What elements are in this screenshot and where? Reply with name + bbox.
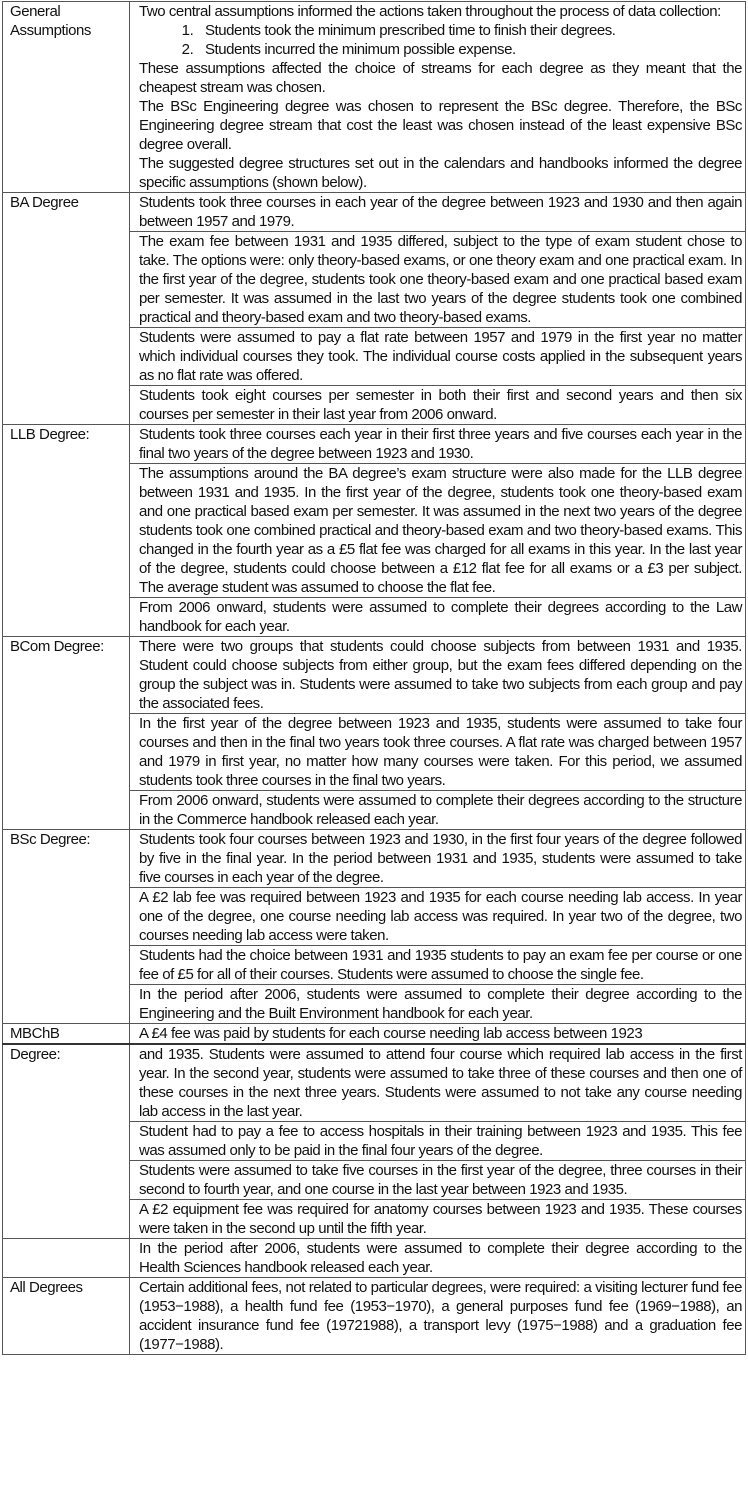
cell: Certain additional fees, not related to particular degrees, were required: a visiting lecturer fund fee (1953−1988), a health fund fee (1953−1970), a general purposes fund fee (1969−1988), an accident insurance fund fee (19721988), a transport levy (1975−1988) and a graduation fee (1977−1988). — [130, 1278, 746, 1355]
cell: Students were assumed to pay a flat rate between 1957 and 1979 in the first year no matter which individual courses they took. The individual course costs applied in the subsequent years as no flat rate was offered. — [130, 328, 746, 386]
row-label: General Assumptions — [3, 2, 130, 193]
row-label: BSc Degree: — [3, 830, 130, 1024]
cell: Students had the choice between 1931 and 1935 students to pay an exam fee per course or one fee of £5 for all of their courses. Students were assumed to choose the single fee. — [130, 946, 746, 985]
row-label: BCom Degree: — [3, 637, 130, 830]
cell: A £2 equipment fee was required for anatomy courses between 1923 and 1935. These courses were taken in the second up until the fifth year. — [130, 1200, 746, 1239]
row-label: MBChB — [3, 1024, 130, 1045]
intro: Two central assumptions informed the actions taken throughout the process of data collection: — [139, 3, 721, 20]
row-label: BA Degree — [3, 193, 130, 425]
list-item: 1. Students took the minimum prescribed time to finish their degrees. — [197, 21, 742, 40]
cell: Student had to pay a fee to access hospitals in their training between 1923 and 1935. This fee was assumed only to be paid in the final four years of the degree. — [130, 1122, 746, 1161]
cell: Students took three courses in each year of the degree between 1923 and 1930 and then again between 1957 and 1979. — [130, 193, 746, 232]
list-item: 2. Students incurred the minimum possible expense. — [197, 40, 742, 59]
cell: From 2006 onward, students were assumed to complete their degrees according to the Law handbook for each year. — [130, 598, 746, 637]
general-text — [130, 2, 746, 193]
cell: A £4 fee was paid by students for each course needing lab access between 1923 — [130, 1024, 746, 1045]
general-row — [3, 2, 746, 193]
paragraph: These assumptions affected the choice of streams for each degree as they meant that the cheapest stream was chosen. — [139, 60, 742, 96]
assumption-list — [139, 21, 742, 59]
row-label: All Degrees — [3, 1278, 130, 1355]
cell: Students took four courses between 1923 and 1930, in the first four years of the degree followed by five in the final year. In the period between 1931 and 1935, students were assumed to take five courses in each year of the degree. — [130, 830, 746, 888]
assumptions-table — [2, 1, 746, 1355]
cell: The assumptions around the BA degree’s exam structure were also made for the LLB degree between 1931 and 1935. In the first year of the degree, students took one theory-based exam and one practical based exam per semester. It was assumed in the next two years of the degree students took one combined practical and theory-based exam and two theory-based exams. This changed in the fourth year as a £5 flat fee was charged for all exams in this year. In the last year of the degree, students could choose between a £12 flat fee for all exams or a £3 per subject. The average student was assumed to choose the flat fee. — [130, 464, 746, 598]
cell: A £2 lab fee was required between 1923 and 1935 for each course needing lab access. In year one of the degree, one course needing lab access was required. In year two of the degree, two courses needing lab access were taken. — [130, 888, 746, 946]
paragraph: The BSc Engineering degree was chosen to represent the BSc degree. Therefore, the BSc Engineering degree stream that cost the least was chosen instead of the least expensive BSc degree overall. — [139, 98, 742, 153]
cell: Students were assumed to take five courses in the first year of the degree, three courses in their second to fourth year, and one course in the last year between 1923 and 1935. — [130, 1161, 746, 1200]
cell: and 1935. Students were assumed to attend four course which required lab access in the first year. In the second year, students were assumed to take three of these courses and then one of these courses in the next three years. Students were assumed to not take any course needing lab access in the last year. — [130, 1044, 746, 1122]
paragraph: The suggested degree structures set out in the calendars and handbooks informed the degree specific assumptions (shown below). — [139, 155, 742, 191]
cell: In the period after 2006, students were assumed to complete their degree according to the Engineering and the Built Environment handbook for each year. — [130, 985, 746, 1024]
cell: From 2006 onward, students were assumed to complete their degrees according to the structure in the Commerce handbook released each year. — [130, 791, 746, 830]
cell: There were two groups that students could choose subjects from between 1931 and 1935. Student could choose subjects from either group, but the exam fees differed depending on the group the subject was in. Students were assumed to take two subjects from each group and pay the associated fees. — [130, 637, 746, 714]
row-label: Degree: — [3, 1044, 130, 1239]
empty-label — [3, 1239, 130, 1278]
cell: Students took eight courses per semester in both their first and second years and then six courses per semester in their last year from 2006 onward. — [130, 386, 746, 425]
cell: The exam fee between 1931 and 1935 differed, subject to the type of exam student chose to take. The options were: only theory-based exams, or one theory exam and one practical exam. In the first year of the degree, students took one theory-based exam and one practical based exam per semester. It was assumed in the last two years of the degree students took one combined practical and theory-based exam and two theory-based exams. — [130, 232, 746, 328]
cell: In the period after 2006, students were assumed to complete their degree according to the Health Sciences handbook released each year. — [130, 1239, 746, 1278]
cell: Students took three courses each year in their first three years and five courses each year in the final two years of the degree between 1923 and 1930. — [130, 425, 746, 464]
row-label: LLB Degree: — [3, 425, 130, 637]
cell: In the first year of the degree between 1923 and 1935, students were assumed to take four courses and then in the final two years took three courses. A flat rate was charged between 1957 and 1979 in first year, no matter how many courses were taken. For this period, we assumed students took three courses in the final two years. — [130, 714, 746, 791]
